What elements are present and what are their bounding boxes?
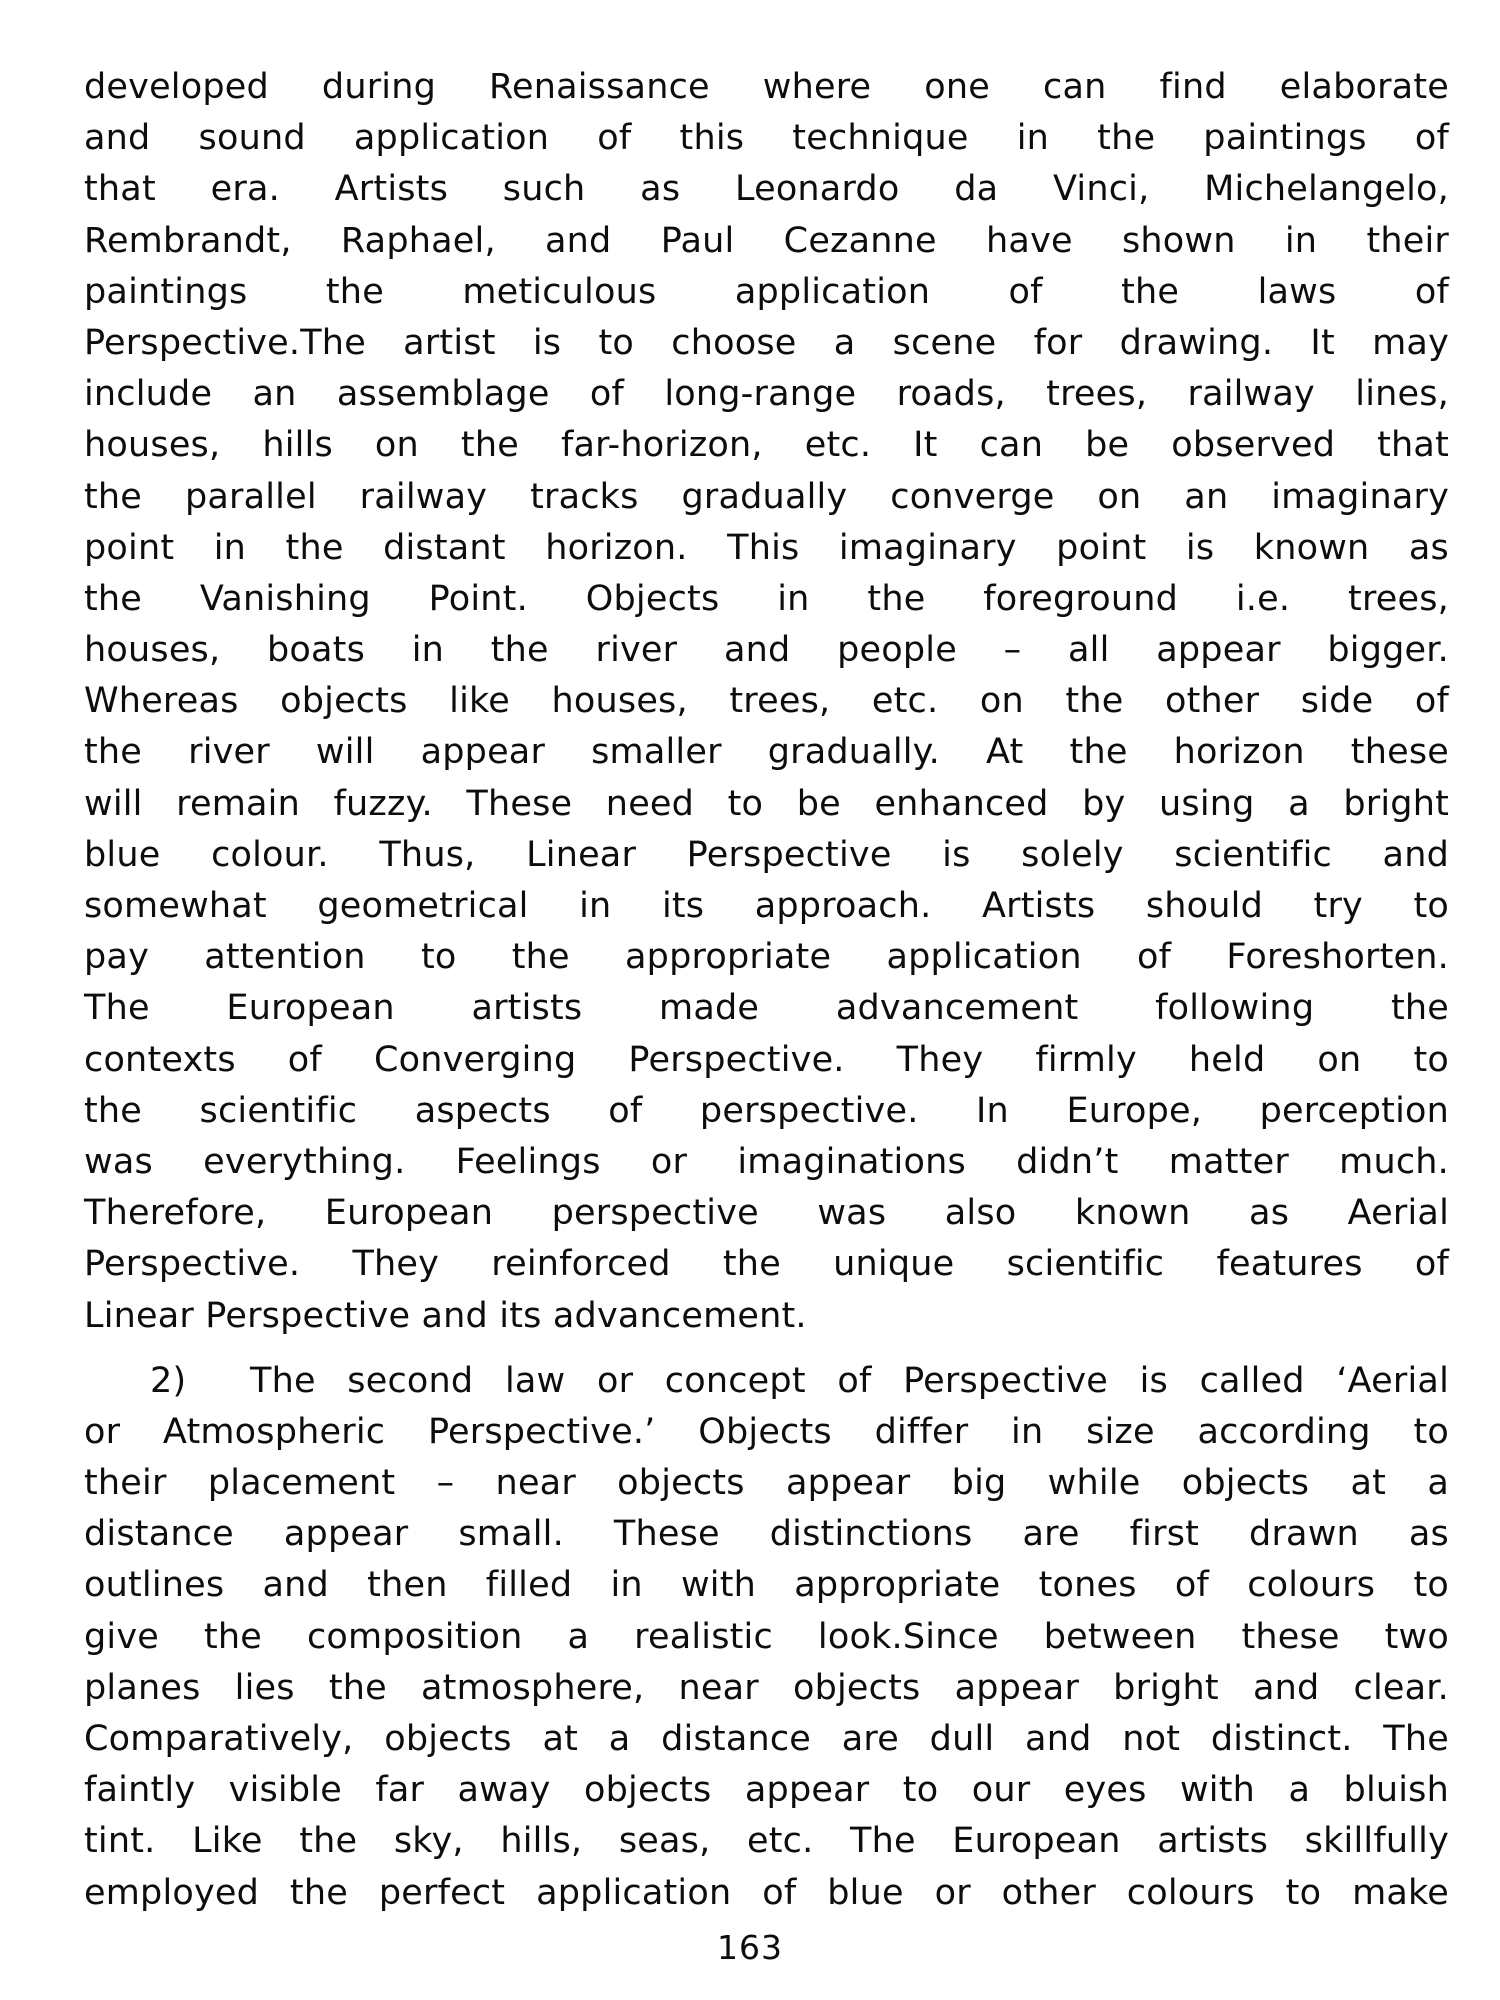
text-line: Whereas objects like houses, trees, etc. on the other side of xyxy=(84,681,1449,722)
text-line: The European artists made advancement following the xyxy=(84,988,1449,1029)
text-line: planes lies the atmosphere, near objects appear bright and clear. xyxy=(84,1667,1449,1708)
text-line: houses, hills on the far-horizon, etc. It can be observed that xyxy=(84,425,1449,466)
text-line: or Atmospheric Perspective.’ Objects differ in size according to xyxy=(84,1411,1449,1452)
page-body xyxy=(84,62,1449,1919)
text-line: outlines and then filled in with appropriate tones of colours to xyxy=(84,1565,1449,1606)
text-line: blue colour. Thus, Linear Perspective is solely scientific and xyxy=(84,834,1449,875)
text-line: Linear Perspective and its advancement. xyxy=(84,1295,807,1336)
paragraph-2 xyxy=(84,1356,1449,1919)
text-line: their placement – near objects appear big while objects at a xyxy=(84,1463,1449,1504)
text-line: will remain fuzzy. These need to be enhanced by using a bright xyxy=(84,783,1449,824)
text-line: faintly visible far away objects appear to our eyes with a bluish xyxy=(84,1770,1449,1811)
text-line: The second law or concept of Perspective is called ‘Aerial xyxy=(250,1360,1449,1401)
text-line: employed the perfect application of blue or other colours to make xyxy=(84,1872,1449,1913)
text-line: include an assemblage of long-range roads, trees, railway lines, xyxy=(84,374,1449,415)
text-line: the Vanishing Point. Objects in the foreground i.e. trees, xyxy=(84,578,1449,619)
paragraph-spacer xyxy=(84,1342,1449,1356)
text-line: and sound application of this technique in the paintings of xyxy=(84,118,1449,159)
text-line: Comparatively, objects at a distance are dull and not distinct. The xyxy=(84,1719,1449,1759)
text-line: houses, boats in the river and people – all appear bigger. xyxy=(84,630,1449,671)
text-line: developed during Renaissance where one can find elaborate xyxy=(84,67,1449,107)
text-line: paintings the meticulous application of the laws of xyxy=(84,271,1449,312)
text-line: pay attention to the appropriate application of Foreshorten. xyxy=(84,937,1449,978)
text-line: Rembrandt, Raphael, and Paul Cezanne have shown in their xyxy=(84,220,1449,261)
text-line: was everything. Feelings or imaginations didn’t matter much. xyxy=(84,1141,1449,1182)
text-line: point in the distant horizon. This imaginary point is known as xyxy=(84,527,1449,568)
text-line: contexts of Converging Perspective. They firmly held on to xyxy=(84,1039,1449,1080)
text-line: the river will appear smaller gradually. At the horizon these xyxy=(84,732,1449,773)
list-number: 2) xyxy=(150,1360,187,1401)
text-line: the parallel railway tracks gradually converge on an imaginary xyxy=(84,476,1449,517)
text-line: Perspective. They reinforced the unique scientific features of xyxy=(84,1244,1449,1285)
text-line: Perspective.The artist is to choose a scene for drawing. It may xyxy=(84,322,1449,363)
text-line: Therefore, European perspective was also known as Aerial xyxy=(84,1193,1449,1234)
text-line: the scientific aspects of perspective. In Europe, perception xyxy=(84,1090,1449,1131)
paragraph-1 xyxy=(84,62,1449,1342)
text-line: that era. Artists such as Leonardo da Vinci, Michelangelo, xyxy=(84,169,1449,210)
text-line: give the composition a realistic look.Since between these two xyxy=(84,1616,1449,1657)
text-line: distance appear small. These distinctions are first drawn as xyxy=(84,1514,1449,1555)
text-line: tint. Like the sky, hills, seas, etc. The European artists skillfully xyxy=(84,1821,1449,1862)
text-line: somewhat geometrical in its approach. Artists should try to xyxy=(84,886,1449,926)
numbered-first-line xyxy=(84,1356,1449,1407)
page-number: 163 xyxy=(717,1928,783,1967)
